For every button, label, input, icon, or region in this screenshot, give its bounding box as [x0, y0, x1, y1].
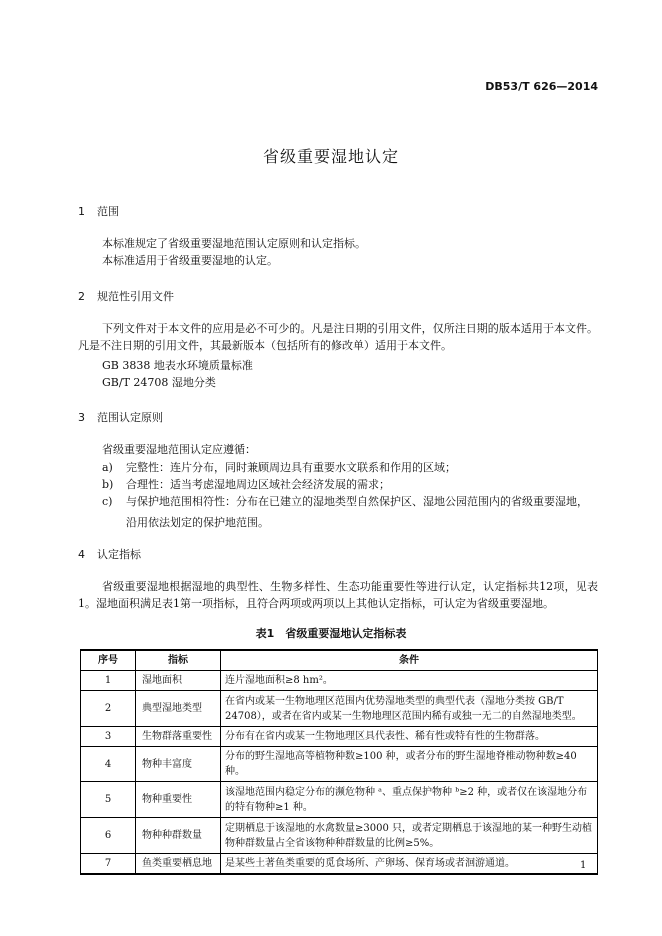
list-label: c) — [102, 495, 113, 508]
cell-indicator: 鱼类重要栖息地 — [136, 854, 221, 875]
table-header-row — [81, 650, 598, 671]
cell-indicator: 典型湿地类型 — [136, 691, 221, 727]
table-row — [81, 818, 598, 854]
cell-condition: 分布有在省内或某一生物地理区具代表性、稀有性或特有性的生物群落。 — [221, 727, 598, 747]
list-text: 合理性：适当考虑湿地周边区域社会经济发展的需求； — [126, 478, 390, 491]
cell-condition: 连片湿地面积≥8 hm²。 — [221, 671, 598, 691]
cell-indicator: 物种丰富度 — [136, 747, 221, 782]
cell-no: 4 — [81, 747, 136, 782]
table-row — [81, 727, 598, 747]
paragraph: 省级重要湿地范围认定应遵循： — [102, 443, 256, 456]
list-item — [102, 491, 598, 533]
paragraph: 本标准适用于省级重要湿地的认定。 — [102, 254, 278, 267]
section-title: 规范性引用文件 — [97, 290, 174, 303]
list-label: b) — [102, 478, 114, 491]
table-row — [81, 747, 598, 782]
section-1-heading — [78, 203, 119, 219]
paragraph: 省级重要湿地根据湿地的典型性、生物多样性、生态功能重要性等进行认定，认定指标共12项，见表1。湿地面积满足表1第一项指标，且符合两项或两项以上其他认定指标，可认定为省级重要湿地。 — [78, 580, 598, 610]
paragraph: 本标准规定了省级重要湿地范围认定原则和认定指标。 — [102, 237, 366, 250]
section-title: 范围认定原则 — [97, 411, 163, 424]
list-text: 完整性：连片分布，同时兼顾周边具有重要水文联系和作用的区域； — [126, 461, 456, 474]
standard-code: DB53/T 626—2014 — [485, 80, 598, 93]
cell-condition: 分布的野生湿地高等植物种数≥100 种，或者分布的野生湿地脊椎动物种数≥40 种。 — [221, 747, 598, 782]
cell-no: 1 — [81, 671, 136, 691]
cell-condition: 定期栖息于该湿地的水禽数量≥3000 只，或者定期栖息于该湿地的某一种野生动植物种群数量占全省该物种种群数量的比例≥5%。 — [221, 818, 598, 854]
cell-indicator: 物种重要性 — [136, 782, 221, 818]
document-title: 省级重要湿地认定 — [262, 147, 399, 166]
section-title: 认定指标 — [97, 548, 141, 561]
cell-no: 3 — [81, 727, 136, 747]
list-label: a) — [102, 461, 113, 474]
column-header-no: 序号 — [81, 650, 136, 671]
cell-condition: 是某些土著鱼类重要的觅食场所、产卵场、保育场或者洄游通道。 — [221, 854, 598, 875]
cell-no: 6 — [81, 818, 136, 854]
cell-no: 5 — [81, 782, 136, 818]
table-row — [81, 854, 598, 875]
column-header-indicator: 指标 — [136, 650, 221, 671]
cell-indicator: 湿地面积 — [136, 671, 221, 691]
section-number: 1 — [78, 205, 85, 218]
cell-indicator: 生物群落重要性 — [136, 727, 221, 747]
section-3-heading — [78, 409, 163, 425]
section-4-heading — [78, 546, 141, 562]
criteria-table — [80, 649, 598, 875]
cell-no: 7 — [81, 854, 136, 875]
cell-indicator: 物种种群数量 — [136, 818, 221, 854]
section-title: 范围 — [97, 205, 119, 218]
page-number: 1 — [580, 860, 587, 871]
table-row — [81, 691, 598, 727]
column-header-condition: 条件 — [221, 650, 598, 671]
cell-no: 2 — [81, 691, 136, 727]
section-number: 4 — [78, 548, 85, 561]
table-caption: 表1 省级重要湿地认定指标表 — [255, 627, 407, 640]
section-2-heading — [78, 288, 174, 304]
section-number: 2 — [78, 290, 85, 303]
reference-item: GB 3838 地表水环境质量标准 — [102, 359, 253, 372]
table-row — [81, 782, 598, 818]
cell-condition: 该湿地范围内稳定分布的濒危物种 ᵃ、重点保护物种 ᵇ≥2 种，或者仅在该湿地分布的特有物种≥1 种。 — [221, 782, 598, 818]
reference-item: GB/T 24708 湿地分类 — [102, 376, 216, 389]
table-row — [81, 671, 598, 691]
section-number: 3 — [78, 411, 85, 424]
paragraph: 下列文件对于本文件的应用是必不可少的。凡是注日期的引用文件，仅所注日期的版本适用于本文件。凡是不注日期的引用文件，其最新版本（包括所有的修改单）适用于本文件。 — [78, 322, 598, 352]
cell-condition: 在省内或某一生物地理区范围内优势湿地类型的典型代表（湿地分类按 GB/T 24708），或者在省内或某一生物地理区范围内稀有或独一无二的自然湿地类型。 — [221, 691, 598, 727]
list-text: 与保护地范围相符性：分布在已建立的湿地类型自然保护区、湿地公园范围内的省级重要湿地，沿用依法划定的保护地范围。 — [126, 495, 588, 529]
